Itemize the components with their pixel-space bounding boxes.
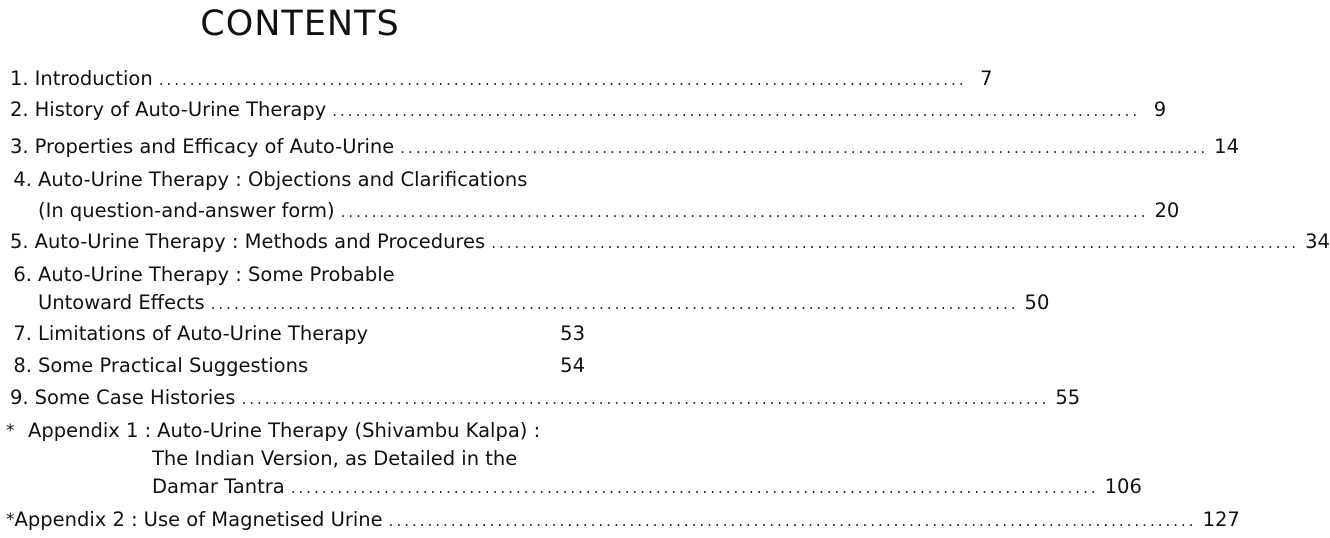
toc-entry-5[interactable] <box>10 229 1330 255</box>
entry-page: 54 <box>560 354 585 377</box>
entry-page: 127 <box>1202 508 1240 531</box>
entry-title-continued: Untoward Effects <box>38 291 205 314</box>
entry-page: 7 <box>980 67 993 90</box>
toc-appendix-1-line-1[interactable] <box>6 418 585 444</box>
entry-number: 3. <box>10 135 29 158</box>
appendix-label: Appendix 2 : <box>14 508 138 531</box>
toc-entry-7[interactable] <box>10 321 585 347</box>
entry-number: 2. <box>10 98 29 121</box>
appendix-label: Appendix 1 : <box>28 419 152 442</box>
dot-leader: ........................................................................................................ <box>491 234 1300 252</box>
entry-title: Auto-Urine Therapy : Some Probable <box>38 263 395 286</box>
entry-page: 53 <box>560 322 585 345</box>
entry-number: 7. <box>13 322 32 345</box>
entry-title: Limitations of Auto-Urine Therapy <box>38 322 369 345</box>
page-title: CONTENTS <box>200 4 400 44</box>
entry-title-continued: (In question-and-answer form) <box>38 199 335 222</box>
dot-leader: ........................................................................................................ <box>388 512 1197 530</box>
toc-entry-4-line-2[interactable] <box>38 198 1180 224</box>
entry-page: 20 <box>1154 199 1180 222</box>
entry-number: 4. <box>13 168 32 191</box>
dot-leader: ........................................................................................................ <box>290 479 1099 497</box>
entry-title: Some Case Histories <box>34 386 236 409</box>
entry-page: 9 <box>1153 98 1167 121</box>
toc-entry-6-line-2[interactable] <box>38 290 1050 316</box>
toc-appendix-2[interactable] <box>6 507 1240 533</box>
entry-title: Some Practical Suggestions <box>38 354 309 377</box>
dot-leader: ........................................................................................................ <box>210 295 1019 313</box>
entry-number: 6. <box>13 263 32 286</box>
toc-entry-9[interactable] <box>10 385 1081 411</box>
entry-number: 1. <box>10 67 29 90</box>
entry-title: Properties and Efficacy of Auto-Urine <box>34 135 395 158</box>
entry-title: Auto-Urine Therapy : Objections and Clarifications <box>38 168 528 191</box>
appendix-title: Use of Magnetised Urine <box>143 508 383 531</box>
toc-entry-6-line-1[interactable] <box>10 262 585 288</box>
toc-entry-8[interactable] <box>10 353 585 379</box>
entry-number: 9. <box>10 386 29 409</box>
appendix-title-continued: Damar Tantra <box>152 475 285 498</box>
entry-title: Introduction <box>34 67 153 90</box>
toc-entry-1[interactable] <box>10 66 993 92</box>
dot-leader: ........................................................................................................ <box>340 203 1149 221</box>
entry-title: Auto-Urine Therapy : Methods and Procedures <box>34 230 486 253</box>
toc-entry-2[interactable] <box>10 97 1167 123</box>
asterisk-marker: * <box>6 421 15 441</box>
entry-title: History of Auto-Urine Therapy <box>34 98 327 121</box>
toc-appendix-1-line-3[interactable] <box>152 474 1142 500</box>
entry-page: 14 <box>1214 135 1239 158</box>
toc-appendix-1-line-2[interactable] <box>152 446 585 472</box>
entry-number: 5. <box>10 230 29 253</box>
entry-page: 106 <box>1104 475 1142 498</box>
dot-leader: ........................................................................................................ <box>241 390 1050 408</box>
entry-page: 55 <box>1055 386 1081 409</box>
dot-leader: ........................................................................................................ <box>158 71 967 89</box>
entry-page: 50 <box>1024 291 1050 314</box>
entry-page: 34 <box>1305 230 1330 253</box>
appendix-title-continued: The Indian Version, as Detailed in the <box>152 447 518 470</box>
dot-leader: ........................................................................................................ <box>400 139 1209 157</box>
entry-number: 8. <box>13 354 32 377</box>
toc-entry-4-line-1[interactable] <box>10 167 585 193</box>
dot-leader: ........................................................................................................ <box>332 102 1141 120</box>
toc-entry-3[interactable] <box>10 134 1239 160</box>
appendix-title: Auto-Urine Therapy (Shivambu Kalpa) : <box>157 419 541 442</box>
asterisk-marker: * <box>6 510 15 530</box>
